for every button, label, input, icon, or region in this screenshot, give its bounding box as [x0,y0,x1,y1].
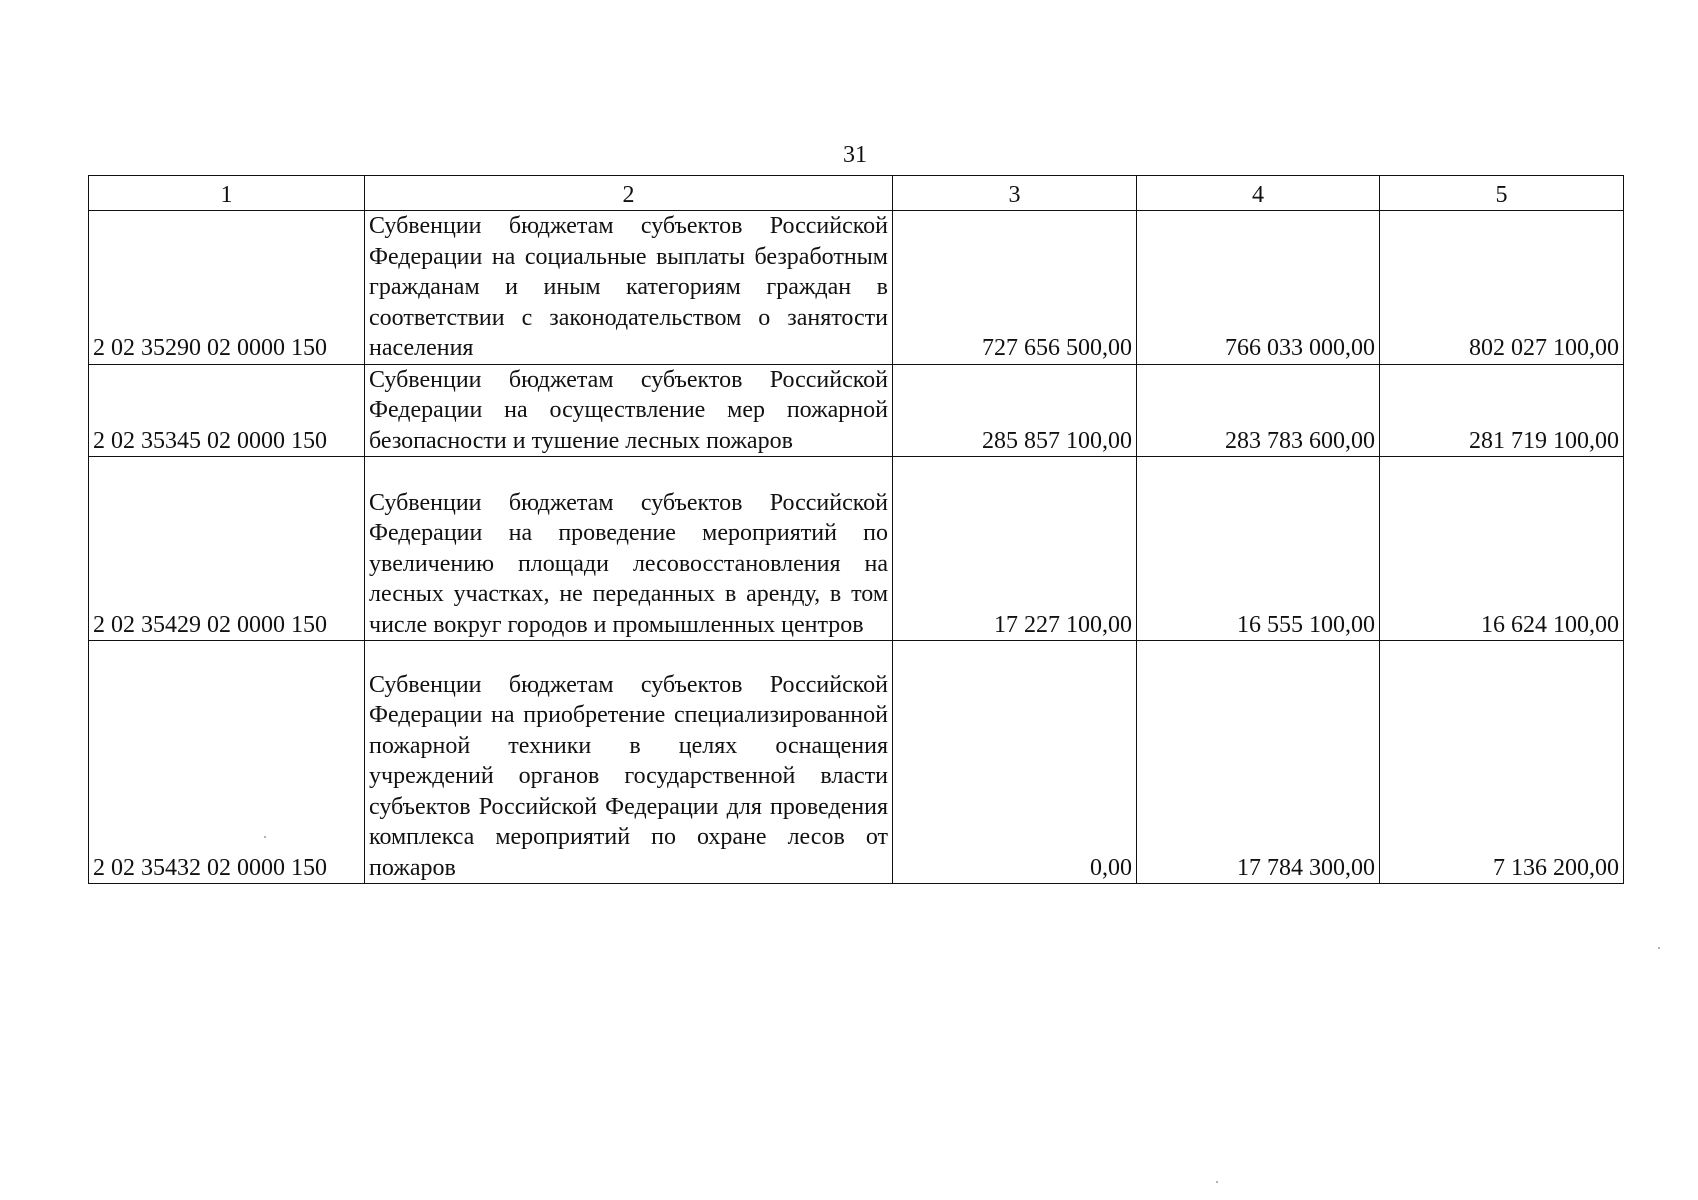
description-cell: Субвенции бюджетам субъектов Российской Федерации на приобретение специализированной пожарной техники в целях оснащения учреждений органов государственной власти субъектов Российской Федерации для проведения комплекса мероприятий по охране лесов от пожаров [365,641,893,884]
scan-speck [1658,947,1660,949]
header-row [89,176,1624,211]
table-header [89,176,1624,211]
table-row [89,641,1624,884]
table-row [89,211,1624,365]
scan-speck [264,836,266,838]
table-row [89,457,1624,641]
amount-col3-cell: 285 857 100,00 [893,364,1137,457]
budget-table [88,175,1624,884]
table-row [89,364,1624,457]
amount-col3-cell: 727 656 500,00 [893,211,1137,365]
amount-col5-cell: 7 136 200,00 [1380,641,1624,884]
amount-col3-cell: 0,00 [893,641,1137,884]
header-col-5: 5 [1380,176,1624,211]
budget-code-cell: 2 02 35432 02 0000 150 [89,641,365,884]
amount-col4-cell: 283 783 600,00 [1137,364,1380,457]
page-number: 31 [843,142,867,168]
budget-code-cell: 2 02 35429 02 0000 150 [89,457,365,641]
header-col-4: 4 [1137,176,1380,211]
table-body [89,211,1624,884]
amount-col5-cell: 802 027 100,00 [1380,211,1624,365]
description-cell: Субвенции бюджетам субъектов Российской Федерации на осуществление мер пожарной безопасности и тушение лесных пожаров [365,364,893,457]
amount-col5-cell: 16 624 100,00 [1380,457,1624,641]
budget-code-cell: 2 02 35345 02 0000 150 [89,364,365,457]
scan-speck [1216,1181,1218,1183]
amount-col4-cell: 17 784 300,00 [1137,641,1380,884]
header-col-2: 2 [365,176,893,211]
budget-code-cell: 2 02 35290 02 0000 150 [89,211,365,365]
description-cell: Субвенции бюджетам субъектов Российской Федерации на проведение мероприятий по увеличению площади лесовосстановления на лесных участках, не переданных в аренду, в том числе вокруг городов и промышленных центров [365,457,893,641]
amount-col5-cell: 281 719 100,00 [1380,364,1624,457]
header-col-3: 3 [893,176,1137,211]
amount-col4-cell: 766 033 000,00 [1137,211,1380,365]
description-cell: Субвенции бюджетам субъектов Российской Федерации на социальные выплаты безработным гражданам и иным категориям граждан в соответствии с законодательством о занятости населения [365,211,893,365]
amount-col4-cell: 16 555 100,00 [1137,457,1380,641]
amount-col3-cell: 17 227 100,00 [893,457,1137,641]
header-col-1: 1 [89,176,365,211]
